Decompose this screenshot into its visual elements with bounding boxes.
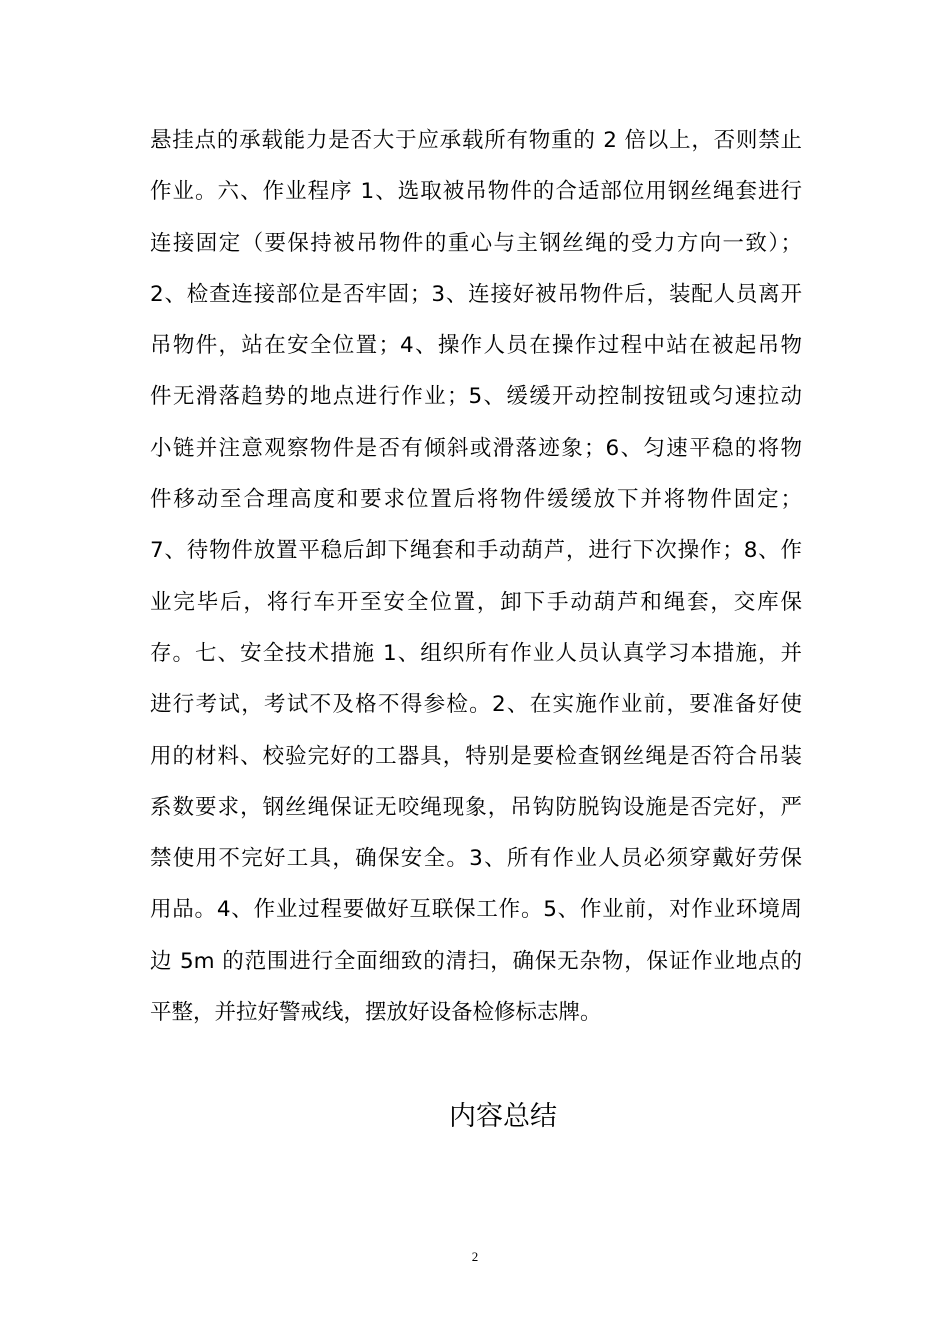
text-line: 业完毕后，将行车开至安全位置，卸下手动葫芦和绳套，交库保 — [150, 589, 802, 615]
text-line: 用品。4、作业过程要做好互联保工作。5、作业前，对作业环境周 — [150, 897, 802, 923]
text-line: 悬挂点的承载能力是否大于应承载所有物重的 2 倍以上，否则禁止 — [150, 128, 802, 153]
page-number: 2 — [471, 1249, 479, 1264]
text-line: 作业。六、作业程序 1、选取被吊物件的合适部位用钢丝绳套进行 — [150, 179, 802, 205]
text-line: 存。七、安全技术措施 1、组织所有作业人员认真学习本措施，并 — [150, 640, 802, 666]
text-line: 小链并注意观察物件是否有倾斜或滑落迹象；6、匀速平稳的将物 — [150, 435, 802, 461]
text-line: 7、待物件放置平稳后卸下绳套和手动葫芦，进行下次操作；8、作 — [150, 538, 802, 564]
text-line: 件移动至合理高度和要求位置后将物件缓缓放下并将物件固定； — [150, 487, 802, 513]
body-paragraph — [150, 115, 802, 1038]
text-line: 边 5m 的范围进行全面细致的清扫，确保无杂物，保证作业地点的 — [150, 948, 802, 974]
text-line: 吊物件，站在安全位置；4、操作人员在操作过程中站在被起吊物 — [150, 333, 802, 359]
text-line: 系数要求，钢丝绳保证无咬绳现象，吊钩防脱钩设施是否完好，严 — [150, 794, 802, 820]
text-line: 进行考试，考试不及格不得参检。2、在实施作业前，要准备好使 — [150, 692, 802, 718]
text-line: 禁使用不完好工具，确保安全。3、所有作业人员必须穿戴好劳保 — [150, 846, 802, 872]
text-line: 用的材料、校验完好的工器具，特别是要检查钢丝绳是否符合吊装 — [150, 743, 802, 769]
text-line: 连接固定（要保持被吊物件的重心与主钢丝绳的受力方向一致）； — [150, 230, 802, 256]
text-line: 件无滑落趋势的地点进行作业；5、缓缓开动控制按钮或匀速拉动 — [150, 384, 802, 410]
section-heading: 内容总结 — [449, 1101, 557, 1132]
text-line: 2、检查连接部位是否牢固；3、连接好被吊物件后，装配人员离开 — [150, 281, 802, 307]
text-line: 平整，并拉好警戒线，摆放好设备检修标志牌。 — [150, 1000, 602, 1026]
